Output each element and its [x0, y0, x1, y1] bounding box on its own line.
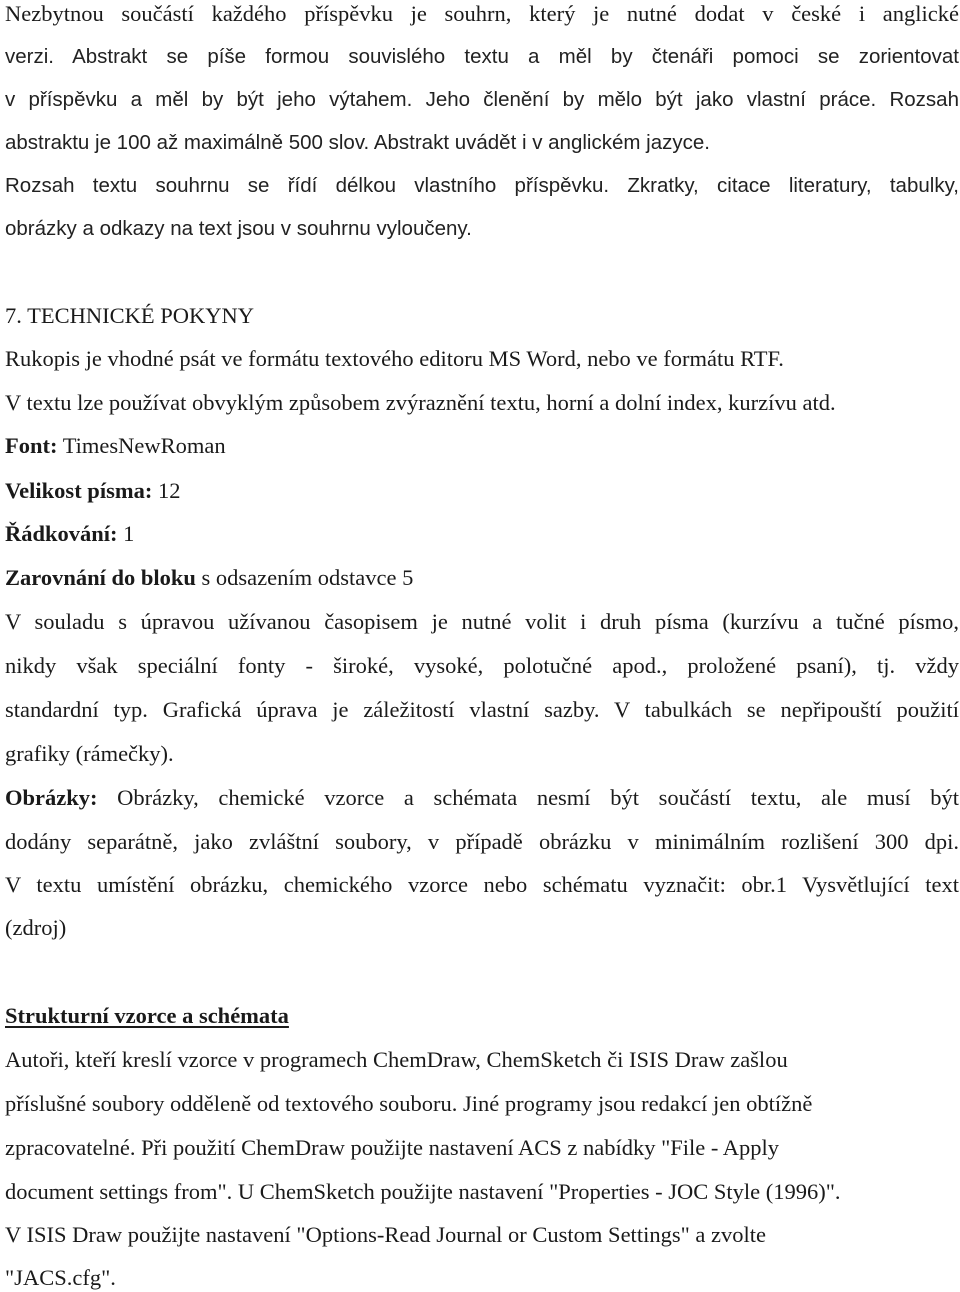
images-label: Obrázky:	[5, 785, 98, 810]
spacing-setting	[5, 520, 134, 548]
align-label: Zarovnání do bloku	[5, 565, 196, 590]
spacing-label: Řádkování:	[5, 521, 118, 546]
section-heading: 7. TECHNICKÉ POKYNY	[5, 303, 254, 328]
align-value: s odsazením odstavce 5	[195, 565, 414, 590]
abstract-line: obrázky a odkazy na text jsou v souhrnu vyloučeny.	[5, 217, 472, 240]
body-line: V ISIS Draw použijte nastavení "Options-Read Journal or Custom Settings" a zvolte	[5, 1222, 766, 1247]
font-label: Font:	[5, 433, 58, 458]
body-line: Autoři, kteří kreslí vzorce v programech ChemDraw, ChemSketch či ISIS Draw zašlou	[5, 1047, 788, 1072]
body-line: standardní typ. Grafická úprava je záležitostí vlastní sazby. V tabulkách se nepřipouští použití	[5, 697, 959, 722]
images-paragraph-line	[5, 784, 959, 812]
align-setting	[5, 564, 413, 592]
subsection-heading: Strukturní vzorce a schémata	[5, 1003, 289, 1028]
spacing-value: 1	[117, 521, 135, 546]
size-setting	[5, 477, 180, 505]
body-line: Rukopis je vhodné psát ve formátu textového editoru MS Word, nebo ve formátu RTF.	[5, 346, 784, 371]
body-line: V souladu s úpravou užívanou časopisem je nutné volit i druh písma (kurzívu a tučné písmo,	[5, 609, 959, 634]
abstract-line: Rozsah textu souhrnu se řídí délkou vlastního příspěvku. Zkratky, citace literatury, tabulky,	[5, 174, 959, 197]
body-line: dodány separátně, jako zvláštní soubory, v případě obrázku v minimálním rozlišení 300 dpi.	[5, 829, 959, 854]
body-line: nikdy však speciální fonty - široké, vysoké, polotučné apod., proložené psaní), tj. vždy	[5, 653, 959, 678]
abstract-line: Nezbytnou součástí každého příspěvku je souhrn, který je nutné dodat v české i anglické	[5, 1, 959, 26]
abstract-line: verzi. Abstrakt se píše formou souvislého textu a měl by čtenáři pomoci se zorientovat	[5, 45, 959, 68]
body-line: zpracovatelné. Při použití ChemDraw použijte nastavení ACS z nabídky "File - Apply	[5, 1135, 780, 1160]
abstract-line: v příspěvku a měl by být jeho výtahem. Jeho členění by mělo být jako vlastní práce. Rozsah	[5, 88, 959, 111]
body-line: V textu umístění obrázku, chemického vzorce nebo schématu vyznačit: obr.1 Vysvětlující text	[5, 872, 959, 897]
body-line: document settings from". U ChemSketch použijte nastavení "Properties - JOC Style (1996)".	[5, 1179, 841, 1204]
body-line: grafiky (rámečky).	[5, 741, 174, 766]
font-setting	[5, 432, 226, 460]
body-line: příslušné soubory odděleně od textového souboru. Jiné programy jsou redakcí jen obtížně	[5, 1091, 813, 1116]
font-value: TimesNewRoman	[57, 433, 226, 458]
abstract-line: abstraktu je 100 až maximálně 500 slov. Abstrakt uvádět i v anglickém jazyce.	[5, 131, 710, 154]
body-line: (zdroj)	[5, 915, 67, 940]
size-value: 12	[152, 478, 181, 503]
body-line: "JACS.cfg".	[5, 1265, 116, 1290]
images-text: Obrázky, chemické vzorce a schémata nesmí být součástí textu, ale musí být	[97, 785, 959, 810]
size-label: Velikost písma:	[5, 478, 153, 503]
body-line: V textu lze používat obvyklým způsobem zvýraznění textu, horní a dolní index, kurzívu atd.	[5, 390, 836, 415]
